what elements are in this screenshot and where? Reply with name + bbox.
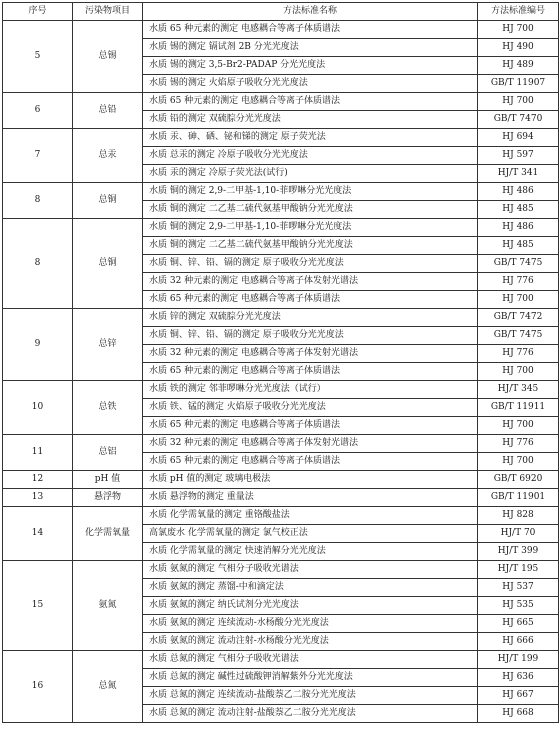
method-code-cell: HJ 776 (478, 345, 559, 363)
table-row (3, 381, 559, 399)
header-code: 方法标准编号 (478, 3, 559, 21)
method-name-cell: 水质 铜的测定 2,9-二甲基-1,10-菲啰啉分光光度法 (143, 183, 478, 201)
method-name-cell: 水质 氨氮的测定 气相分子吸收光谱法 (143, 561, 478, 579)
method-name-cell: 水质 铜的测定 二乙基二硫代氨基甲酸钠分光光度法 (143, 201, 478, 219)
method-name-cell: 水质 氨氮的测定 纳氏试剂分光光度法 (143, 597, 478, 615)
method-name-cell: 高氯废水 化学需氧量的测定 氯气校正法 (143, 525, 478, 543)
method-code-cell: HJ 668 (478, 705, 559, 723)
method-name-cell: 水质 铜的测定 二乙基二硫代氨基甲酸钠分光光度法 (143, 237, 478, 255)
method-code-cell: HJ/T 199 (478, 651, 559, 669)
method-name-cell: 水质 铁的测定 邻菲啰啉分光光度法（试行） (143, 381, 478, 399)
method-code-cell: HJ 700 (478, 21, 559, 39)
method-code-cell: HJ 486 (478, 183, 559, 201)
method-code-cell: HJ 700 (478, 291, 559, 309)
method-name-cell: 水质 65 种元素的测定 电感耦合等离子体质谱法 (143, 453, 478, 471)
header-method: 方法标准名称 (143, 3, 478, 21)
pollutant-cell: 总汞 (73, 129, 143, 183)
method-name-cell: 水质 汞、砷、硒、铋和锑的测定 原子荧光法 (143, 129, 478, 147)
method-code-cell: HJ 665 (478, 615, 559, 633)
table-row (3, 471, 559, 489)
method-name-cell: 水质 总氮的测定 碱性过硫酸钾消解紫外分光光度法 (143, 669, 478, 687)
pollutant-cell: 总锌 (73, 309, 143, 381)
pollutant-cell: 总铜 (73, 183, 143, 219)
method-name-cell: 水质 氨氮的测定 流动注射-水杨酸分光光度法 (143, 633, 478, 651)
method-code-cell: HJ/T 195 (478, 561, 559, 579)
method-name-cell: 水质 65 种元素的测定 电感耦合等离子体质谱法 (143, 291, 478, 309)
seq-cell: 13 (3, 489, 73, 507)
pollutant-cell: 总铅 (73, 93, 143, 129)
method-code-cell: HJ 776 (478, 273, 559, 291)
method-code-cell: HJ 636 (478, 669, 559, 687)
seq-cell: 9 (3, 309, 73, 381)
method-name-cell: 水质 铜、锌、铅、镉的测定 原子吸收分光光度法 (143, 327, 478, 345)
method-code-cell: HJ/T 341 (478, 165, 559, 183)
pollutant-cell: pH 值 (73, 471, 143, 489)
table-row (3, 309, 559, 327)
table-row (3, 489, 559, 507)
seq-cell: 12 (3, 471, 73, 489)
method-code-cell: GB/T 11901 (478, 489, 559, 507)
method-name-cell: 水质 化学需氧量的测定 快速消解分光光度法 (143, 543, 478, 561)
method-name-cell: 水质 锌的测定 双硫腙分光光度法 (143, 309, 478, 327)
method-code-cell: HJ 700 (478, 363, 559, 381)
table-row (3, 183, 559, 201)
method-code-cell: HJ 667 (478, 687, 559, 705)
pollutant-cell: 总铝 (73, 435, 143, 471)
table-body (3, 21, 559, 723)
method-name-cell: 水质 32 种元素的测定 电感耦合等离子体发射光谱法 (143, 345, 478, 363)
header-seq: 序号 (3, 3, 73, 21)
method-code-cell: GB/T 7475 (478, 255, 559, 273)
pollutant-cell: 悬浮物 (73, 489, 143, 507)
method-code-cell: HJ 694 (478, 129, 559, 147)
method-name-cell: 水质 总汞的测定 冷原子吸收分光光度法 (143, 147, 478, 165)
method-code-cell: HJ 700 (478, 417, 559, 435)
method-name-cell: 水质 32 种元素的测定 电感耦合等离子体发射光谱法 (143, 273, 478, 291)
header-item: 污染物项目 (73, 3, 143, 21)
method-code-cell: HJ 537 (478, 579, 559, 597)
pollutant-cell: 氨氮 (73, 561, 143, 651)
method-name-cell: 水质 铜、锌、铅、镉的测定 原子吸收分光光度法 (143, 255, 478, 273)
method-code-cell: HJ 535 (478, 597, 559, 615)
pollutant-cell: 总铁 (73, 381, 143, 435)
method-name-cell: 水质 总氮的测定 流动注射-盐酸萘乙二胺分光光度法 (143, 705, 478, 723)
method-name-cell: 水质 pH 值的测定 玻璃电极法 (143, 471, 478, 489)
method-name-cell: 水质 65 种元素的测定 电感耦合等离子体质谱法 (143, 417, 478, 435)
method-code-cell: HJ 489 (478, 57, 559, 75)
seq-cell: 8 (3, 183, 73, 219)
seq-cell: 7 (3, 129, 73, 183)
method-name-cell: 水质 锡的测定 火焰原子吸收分光光度法 (143, 75, 478, 93)
method-name-cell: 水质 总氮的测定 连续流动-盐酸萘乙二胺分光光度法 (143, 687, 478, 705)
method-name-cell: 水质 氨氮的测定 蒸馏-中和滴定法 (143, 579, 478, 597)
seq-cell: 8 (3, 219, 73, 309)
method-name-cell: 水质 铅的测定 双硫腙分光光度法 (143, 111, 478, 129)
table-row (3, 129, 559, 147)
pollutant-cell: 总氮 (73, 651, 143, 723)
method-name-cell: 水质 锡的测定 镉试剂 2B 分光光度法 (143, 39, 478, 57)
method-code-cell: GB/T 11907 (478, 75, 559, 93)
seq-cell: 11 (3, 435, 73, 471)
seq-cell: 10 (3, 381, 73, 435)
method-name-cell: 水质 锡的测定 3,5-Br2-PADAP 分光光度法 (143, 57, 478, 75)
method-code-cell: HJ/T 345 (478, 381, 559, 399)
method-code-cell: HJ 776 (478, 435, 559, 453)
method-code-cell: GB/T 7470 (478, 111, 559, 129)
method-name-cell: 水质 65 种元素的测定 电感耦合等离子体质谱法 (143, 21, 478, 39)
header-row (3, 3, 559, 21)
method-code-cell: HJ 485 (478, 201, 559, 219)
method-name-cell: 水质 65 种元素的测定 电感耦合等离子体质谱法 (143, 363, 478, 381)
standards-table (2, 2, 559, 723)
method-code-cell: HJ 700 (478, 93, 559, 111)
method-code-cell: HJ 485 (478, 237, 559, 255)
method-code-cell: HJ 597 (478, 147, 559, 165)
method-name-cell: 水质 65 种元素的测定 电感耦合等离子体质谱法 (143, 93, 478, 111)
table-row (3, 219, 559, 237)
method-code-cell: GB/T 7475 (478, 327, 559, 345)
pollutant-cell: 总锡 (73, 21, 143, 93)
seq-cell: 16 (3, 651, 73, 723)
method-name-cell: 水质 总氮的测定 气相分子吸收光谱法 (143, 651, 478, 669)
seq-cell: 5 (3, 21, 73, 93)
method-code-cell: HJ/T 399 (478, 543, 559, 561)
method-code-cell: HJ 666 (478, 633, 559, 651)
method-name-cell: 水质 汞的测定 冷原子荧光法(试行) (143, 165, 478, 183)
method-name-cell: 水质 铜的测定 2,9-二甲基-1,10-菲啰啉分光光度法 (143, 219, 478, 237)
method-code-cell: GB/T 7472 (478, 309, 559, 327)
method-code-cell: HJ 486 (478, 219, 559, 237)
table-row (3, 651, 559, 669)
table-row (3, 93, 559, 111)
table-row (3, 561, 559, 579)
method-code-cell: HJ 490 (478, 39, 559, 57)
table-row (3, 21, 559, 39)
seq-cell: 15 (3, 561, 73, 651)
method-name-cell: 水质 悬浮物的测定 重量法 (143, 489, 478, 507)
method-code-cell: HJ 828 (478, 507, 559, 525)
method-code-cell: GB/T 6920 (478, 471, 559, 489)
table-row (3, 507, 559, 525)
table-row (3, 435, 559, 453)
pollutant-cell: 化学需氧量 (73, 507, 143, 561)
pollutant-cell: 总铜 (73, 219, 143, 309)
method-name-cell: 水质 化学需氧量的测定 重铬酸盐法 (143, 507, 478, 525)
seq-cell: 6 (3, 93, 73, 129)
method-name-cell: 水质 氨氮的测定 连续流动-水杨酸分光光度法 (143, 615, 478, 633)
method-name-cell: 水质 32 种元素的测定 电感耦合等离子体发射光谱法 (143, 435, 478, 453)
method-code-cell: HJ 700 (478, 453, 559, 471)
method-code-cell: GB/T 11911 (478, 399, 559, 417)
method-name-cell: 水质 铁、锰的测定 火焰原子吸收分光光度法 (143, 399, 478, 417)
seq-cell: 14 (3, 507, 73, 561)
method-code-cell: HJ/T 70 (478, 525, 559, 543)
